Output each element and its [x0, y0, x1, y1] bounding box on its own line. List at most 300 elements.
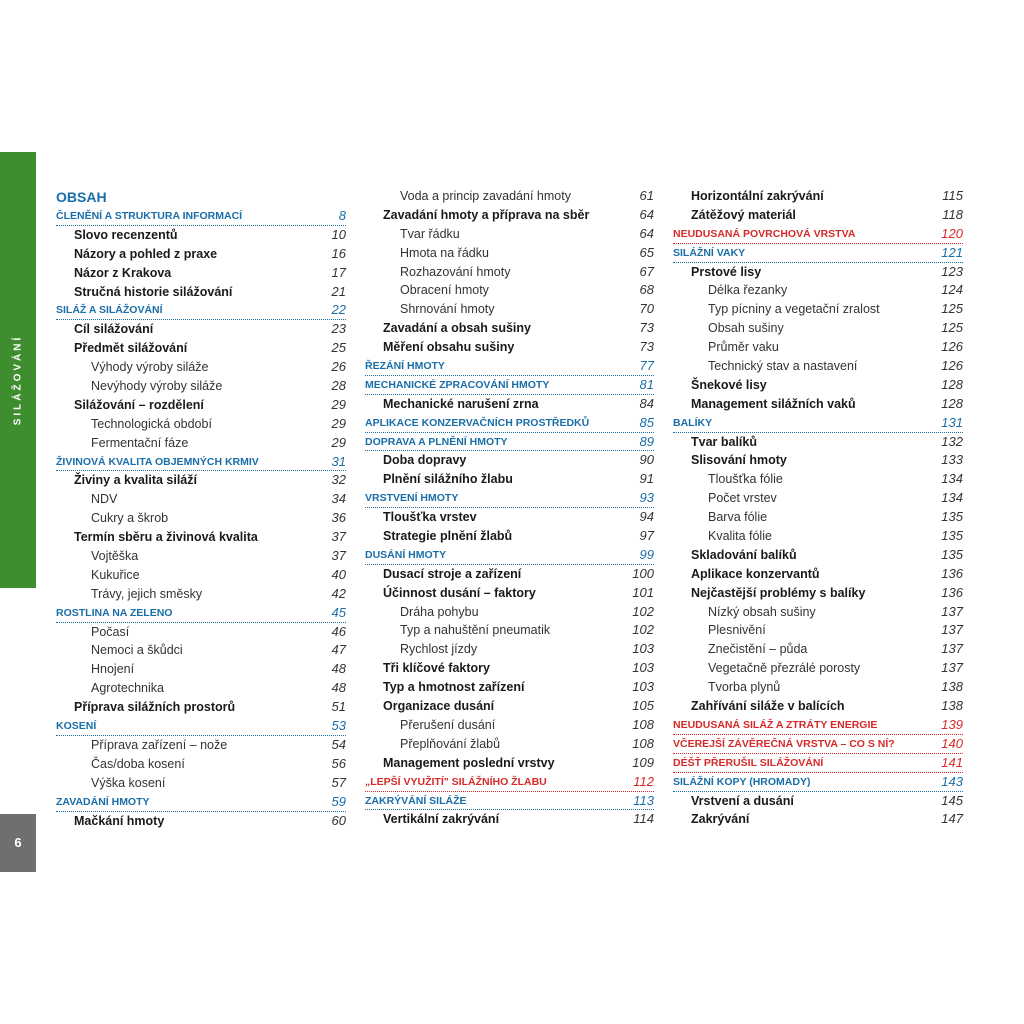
toc-entry	[56, 604, 346, 623]
toc-entry-label: Mechanické narušení zrna	[383, 396, 539, 411]
toc-entry	[673, 508, 963, 527]
toc-entry-page: 138	[941, 679, 963, 695]
toc-entry	[365, 735, 654, 754]
toc-entry-label: Výhody výroby siláže	[91, 360, 209, 375]
toc-entry-page: 102	[632, 622, 654, 638]
toc-entry-page: 94	[639, 509, 654, 525]
toc-entry	[56, 679, 346, 698]
toc-entry	[673, 716, 963, 735]
toc-entry-label: Kvalita fólie	[708, 529, 772, 544]
toc-entry-page: 101	[632, 584, 654, 600]
toc-entry-label: Management silážních vaků	[691, 396, 856, 411]
toc-entry-label: Shrnování hmoty	[400, 302, 495, 317]
toc-entry-page: 120	[941, 225, 963, 241]
toc-entry-label: SILÁŽ A SILÁŽOVÁNÍ	[56, 304, 163, 317]
toc-entry	[673, 678, 963, 697]
toc-entry-page: 28	[331, 378, 346, 394]
toc-entry-label: Trávy, jejich směsky	[91, 586, 203, 601]
toc-entry-label: Počet vrstev	[708, 491, 777, 506]
toc-entry-page: 100	[632, 565, 654, 581]
toc-entry-page: 135	[941, 546, 963, 562]
toc-entry	[365, 338, 654, 357]
toc-entry-page: 137	[941, 660, 963, 676]
toc-entry-page: 135	[941, 528, 963, 544]
toc-entry	[673, 357, 963, 376]
toc-entry	[365, 489, 654, 508]
toc-entry	[673, 792, 963, 811]
toc-entry-label: Příprava silážních prostorů	[74, 700, 236, 715]
toc-entry-label: Vojtěška	[91, 549, 139, 564]
toc-entry-label: Tvar řádku	[400, 226, 460, 241]
toc-entry-label: Průměr vaku	[708, 340, 779, 355]
toc-entry-label: Délka řezanky	[708, 283, 788, 298]
toc-entry	[56, 528, 346, 547]
toc-entry-label: Názor z Krakova	[74, 265, 172, 280]
toc-entry-page: 134	[941, 471, 963, 487]
toc-entry-label: Prstové lisy	[691, 264, 762, 279]
chapter-side-tab	[0, 152, 36, 588]
toc-entry-label: Nemoci a škůdci	[91, 643, 183, 658]
toc-entry	[673, 527, 963, 546]
toc-entry-label: Šnekové lisy	[691, 377, 767, 392]
toc-entry-page: 36	[331, 510, 346, 526]
toc-entry-page: 23	[331, 321, 346, 337]
toc-entry-page: 65	[639, 244, 654, 260]
toc-entry-label: SILÁŽNÍ VAKY	[673, 246, 746, 259]
toc-entry-label: Cíl silážování	[74, 322, 154, 337]
toc-entry-page: 68	[639, 282, 654, 298]
toc-entry-label: Technologická období	[91, 416, 212, 431]
toc-entry-label: Tvar balíků	[691, 434, 757, 449]
toc-entry	[56, 377, 346, 396]
toc-entry	[673, 319, 963, 338]
toc-entry-label: Termín sběru a živinová kvalita	[74, 530, 258, 545]
toc-entry	[365, 187, 654, 206]
toc-entry	[56, 434, 346, 453]
toc-entry-label: Technický stav a nastavení	[708, 359, 858, 374]
toc-entry	[365, 546, 654, 565]
toc-entry-label: SILÁŽNÍ KOPY (HROMADY)	[673, 775, 811, 788]
toc-entry-page: 40	[331, 566, 346, 582]
toc-entry-label: DUSÁNÍ HMOTY	[365, 548, 447, 561]
toc-entry-page: 90	[639, 452, 654, 468]
toc-entry-page: 31	[331, 453, 346, 469]
toc-entry-label: Plesnivění	[708, 623, 766, 638]
toc-entry-label: Typ pícniny a vegetační zralost	[708, 302, 880, 317]
toc-entry	[56, 207, 346, 226]
toc-entry	[673, 187, 963, 206]
toc-entry-label: MECHANICKÉ ZPRACOVÁNÍ HMOTY	[365, 378, 550, 391]
toc-entry	[673, 773, 963, 792]
toc-entry-label: Dráha pohybu	[400, 604, 479, 619]
toc-entry	[365, 376, 654, 395]
toc-entry-label: Zahřívání siláže v balících	[691, 699, 845, 714]
toc-entry	[56, 264, 346, 283]
toc-entry-page: 103	[632, 641, 654, 657]
toc-entry-page: 29	[331, 434, 346, 450]
toc-entry	[56, 396, 346, 415]
toc-entry-page: 8	[338, 208, 346, 223]
toc-entry-label: Slovo recenzentů	[74, 227, 178, 242]
toc-entry	[673, 395, 963, 414]
toc-entry-page: 77	[639, 358, 654, 374]
toc-entry-label: Strategie plnění žlabů	[383, 529, 513, 544]
toc-entry-page: 109	[632, 754, 654, 770]
toc-entry	[365, 584, 654, 603]
toc-entry-label: APLIKACE KONZERVAČNÍCH PROSTŘEDKŮ	[365, 416, 590, 429]
toc-entry	[365, 659, 654, 678]
toc-entry-page: 29	[331, 415, 346, 431]
toc-entry-page: 118	[942, 206, 963, 222]
toc-entry	[673, 470, 963, 489]
toc-entry-page: 108	[632, 735, 654, 751]
toc-entry-label: Vertikální zakrývání	[383, 812, 500, 827]
toc-entry	[673, 697, 963, 716]
toc-entry-label: Stručná historie silážování	[74, 284, 233, 299]
toc-entry-page: 37	[331, 529, 346, 545]
toc-entry-page: 64	[639, 206, 654, 222]
toc-entry-label: BALÍKY	[673, 416, 713, 429]
toc-entry-label: Plnění silážního žlabu	[383, 472, 513, 487]
toc-entry-page: 137	[941, 603, 963, 619]
toc-entry	[56, 812, 346, 831]
toc-entry-label: Měření obsahu sušiny	[383, 340, 515, 355]
toc-entry-label: DOPRAVA A PLNĚNÍ HMOTY	[365, 435, 508, 448]
toc-entry-page: 48	[331, 680, 346, 696]
toc-entry	[365, 508, 654, 527]
toc-entry-label: Výška kosení	[91, 775, 166, 790]
toc-entry-page: 22	[331, 302, 346, 318]
toc-entry	[673, 546, 963, 565]
toc-entry-page: 126	[941, 358, 963, 374]
toc-entry-page: 91	[639, 471, 654, 487]
toc-entry-page: 103	[632, 660, 654, 676]
toc-entry-label: Tři klíčové faktory	[383, 661, 490, 676]
toc-entry-page: 137	[941, 641, 963, 657]
toc-entry	[56, 698, 346, 717]
toc-entry-page: 97	[639, 528, 654, 544]
toc-entry-page: 115	[942, 188, 963, 203]
toc-entry	[673, 735, 963, 754]
toc-entry	[56, 585, 346, 604]
toc-entry	[365, 281, 654, 300]
toc-entry-page: 54	[331, 736, 346, 752]
toc-entry	[56, 755, 346, 774]
toc-entry	[56, 793, 346, 812]
toc-entry-page: 81	[639, 376, 654, 392]
toc-entry	[673, 263, 963, 282]
toc-entry-page: 32	[331, 472, 346, 488]
toc-entry	[56, 736, 346, 755]
toc-entry	[56, 660, 346, 679]
toc-entry	[673, 376, 963, 395]
toc-entry-label: Typ a hmotnost zařízení	[383, 680, 525, 695]
toc-entry	[365, 621, 654, 640]
toc-entry	[673, 244, 963, 263]
toc-entry-page: 53	[331, 718, 346, 734]
toc-entry	[673, 489, 963, 508]
toc-entry-page: 124	[941, 282, 963, 298]
toc-entry	[673, 584, 963, 603]
toc-entry-label: Kukuřice	[91, 567, 140, 582]
toc-entry-label: Počasí	[91, 624, 130, 639]
toc-entry-page: 16	[331, 245, 346, 261]
toc-entry	[56, 566, 346, 585]
toc-entry	[673, 603, 963, 622]
toc-entry	[673, 206, 963, 225]
toc-entry-label: ROSTLINA NA ZELENO	[56, 606, 173, 619]
toc-entry-page: 128	[941, 376, 963, 392]
toc-entry-page: 46	[331, 623, 346, 639]
toc-entry-page: 137	[941, 622, 963, 638]
toc-entry	[365, 244, 654, 263]
toc-entry	[673, 810, 963, 829]
toc-entry-page: 59	[331, 793, 346, 809]
toc-entry-label: Zátěžový materiál	[691, 207, 796, 222]
toc-entry	[56, 415, 346, 434]
chapter-side-label: SILÁŽOVÁNÍ	[12, 334, 24, 426]
toc-entry-page: 134	[941, 490, 963, 506]
toc-entry	[56, 490, 346, 509]
toc-entry-page: 99	[639, 546, 654, 562]
toc-entry	[673, 300, 963, 319]
toc-entry-label: Obsah sušiny	[708, 321, 784, 336]
toc-title: OBSAH	[56, 189, 107, 205]
toc-entry	[365, 357, 654, 376]
toc-entry-page: 67	[639, 263, 654, 279]
toc-entry-label: Čas/doba kosení	[91, 756, 185, 771]
toc-entry-label: Živiny a kvalita siláží	[74, 473, 197, 488]
toc-entry	[56, 226, 346, 245]
toc-entry-page: 45	[331, 604, 346, 620]
toc-entry-page: 113	[633, 792, 654, 808]
toc-entry-page: 125	[941, 301, 963, 317]
toc-entry-label: Typ a nahuštění pneumatik	[400, 623, 551, 638]
toc-entry-label: ŘEZÁNÍ HMOTY	[365, 360, 445, 373]
toc-entry-label: ČLENĚNÍ A STRUKTURA INFORMACÍ	[56, 210, 243, 222]
toc-entry	[365, 225, 654, 244]
toc-entry-label: Silážování – rozdělení	[74, 397, 204, 412]
toc-entry	[365, 565, 654, 584]
toc-entry	[365, 433, 654, 452]
toc-entry-label: VČEREJŠÍ ZÁVĚREČNÁ VRSTVA – CO S NÍ?	[673, 737, 895, 750]
toc-entry-page: 42	[331, 585, 346, 601]
toc-entry-label: Barva fólie	[708, 510, 768, 525]
toc-entry	[365, 395, 654, 414]
toc-entry	[365, 697, 654, 716]
toc-entry-page: 64	[639, 225, 654, 241]
toc-entry-label: ZAKRÝVÁNÍ SILÁŽE	[365, 794, 467, 807]
toc-entry-label: Tvorba plynů	[708, 680, 781, 695]
toc-entry-label: NEUDUSANÁ POVRCHOVÁ VRSTVA	[673, 227, 856, 240]
toc-entry	[365, 603, 654, 622]
toc-entry-label: Znečistění – půda	[708, 642, 808, 657]
toc-entry-page: 139	[941, 716, 963, 732]
toc-entry-page: 114	[633, 811, 654, 827]
page-number: 6	[14, 835, 22, 850]
toc-entry-page: 126	[941, 339, 963, 355]
toc-entry-page: 89	[639, 433, 654, 449]
toc-entry-page: 141	[941, 754, 963, 770]
toc-entry-page: 143	[941, 773, 963, 789]
toc-entry	[56, 320, 346, 339]
toc-entry-label: Předmět silážování	[74, 341, 188, 356]
toc-entry-page: 61	[639, 188, 654, 203]
toc-entry	[673, 414, 963, 433]
toc-entry-page: 108	[632, 716, 654, 732]
toc-entry	[673, 565, 963, 584]
toc-entry	[673, 621, 963, 640]
toc-entry-label: Obracení hmoty	[400, 283, 489, 298]
toc-entry-page: 26	[331, 359, 346, 375]
toc-entry-page: 73	[639, 320, 654, 336]
toc-entry-label: Vrstvení a dusání	[691, 793, 794, 808]
toc-entry	[365, 451, 654, 470]
toc-entry-label: Slisování hmoty	[691, 453, 787, 468]
toc-entry-page: 105	[632, 698, 654, 714]
toc-entry	[56, 623, 346, 642]
toc-entry	[673, 754, 963, 773]
toc-entry-label: Zavadání hmoty a příprava na sběr	[383, 207, 590, 222]
toc-entry-page: 145	[941, 792, 963, 808]
toc-entry-label: NEUDUSANÁ SILÁŽ A ZTRÁTY ENERGIE	[673, 718, 878, 731]
toc-entry	[365, 470, 654, 489]
toc-entry-label: Tloušťka vrstev	[383, 510, 477, 525]
toc-entry	[365, 300, 654, 319]
toc-column-3	[673, 187, 963, 829]
toc-entry	[56, 509, 346, 528]
toc-entry	[365, 263, 654, 282]
toc-entry	[365, 206, 654, 225]
toc-entry-page: 140	[941, 735, 963, 751]
toc-entry-label: DÉŠŤ PŘERUŠIL SILÁŽOVÁNÍ	[673, 756, 824, 769]
toc-entry-page: 123	[941, 263, 963, 279]
toc-entry-page: 84	[639, 395, 654, 411]
toc-entry-page: 17	[331, 264, 346, 280]
toc-entry-label: Názory a pohled z praxe	[74, 246, 218, 261]
toc-entry-page: 103	[632, 679, 654, 695]
toc-entry-label: Skladování balíků	[691, 547, 797, 562]
toc-entry	[673, 225, 963, 244]
toc-entry-label: Hnojení	[91, 662, 135, 677]
toc-entry-page: 136	[941, 565, 963, 581]
toc-entry	[56, 471, 346, 490]
toc-entry-label: Agrotechnika	[91, 681, 164, 696]
toc-entry	[673, 338, 963, 357]
toc-entry	[56, 358, 346, 377]
toc-entry-label: Nízký obsah sušiny	[708, 604, 816, 619]
toc-entry-label: Přerušení dusání	[400, 717, 496, 732]
toc-entry-label: Příprava zařízení – nože	[91, 737, 228, 752]
toc-entry-label: Hmota na řádku	[400, 245, 489, 260]
toc-entry-page: 60	[331, 812, 346, 828]
toc-entry	[56, 339, 346, 358]
toc-entry-label: Voda a princip zavadání hmoty	[400, 189, 571, 203]
toc-entry-page: 25	[331, 340, 346, 356]
toc-entry-page: 29	[331, 396, 346, 412]
toc-entry	[56, 774, 346, 793]
toc-entry	[365, 678, 654, 697]
toc-entry-label: Nevýhody výroby siláže	[91, 379, 223, 394]
toc-entry-page: 132	[941, 433, 963, 449]
toc-entry	[56, 547, 346, 566]
toc-entry	[365, 527, 654, 546]
toc-entry	[56, 717, 346, 736]
toc-entry-label: Organizace dusání	[383, 699, 495, 714]
toc-entry-label: Účinnost dusání – faktory	[383, 585, 536, 600]
toc-entry-label: Cukry a škrob	[91, 511, 169, 526]
toc-entry-page: 131	[941, 414, 963, 430]
toc-entry	[56, 641, 346, 660]
toc-entry-label: Fermentační fáze	[91, 435, 189, 450]
toc-entry-page: 125	[941, 320, 963, 336]
toc-entry-page: 47	[331, 642, 346, 658]
toc-entry	[365, 754, 654, 773]
toc-entry	[365, 716, 654, 735]
toc-entry-page: 10	[331, 226, 346, 242]
toc-entry	[365, 810, 654, 829]
toc-entry	[56, 301, 346, 320]
toc-entry	[673, 659, 963, 678]
toc-entry-page: 37	[331, 548, 346, 564]
toc-entry-label: Rozhazování hmoty	[400, 264, 511, 279]
toc-entry	[56, 283, 346, 302]
toc-entry-label: ZAVADÁNÍ HMOTY	[56, 795, 150, 808]
toc-entry-page: 138	[941, 698, 963, 714]
toc-entry-page: 70	[639, 301, 654, 317]
toc-entry-page: 85	[639, 414, 654, 430]
toc-entry-page: 112	[633, 773, 654, 789]
toc-entry-label: Přeplňování žlabů	[400, 736, 501, 751]
toc-entry	[365, 414, 654, 433]
toc-entry-label: KOSENÍ	[56, 720, 97, 733]
toc-entry-label: Management poslední vrstvy	[383, 755, 555, 770]
toc-entry	[56, 245, 346, 264]
toc-entry-label: „LEPŠÍ VYUŽITÍ" SILÁŽNÍHO ŽLABU	[365, 775, 547, 788]
toc-entry-page: 102	[632, 603, 654, 619]
toc-entry-page: 34	[331, 491, 346, 507]
toc-entry	[673, 281, 963, 300]
toc-entry-page: 128	[941, 395, 963, 411]
toc-column-1	[56, 187, 346, 830]
toc-entry-page: 133	[941, 452, 963, 468]
toc-entry	[365, 640, 654, 659]
toc-entry	[673, 451, 963, 470]
toc-entry-label: Zakrývání	[691, 812, 750, 827]
toc-entry-label: Zavadání a obsah sušiny	[383, 321, 531, 336]
toc-entry-label: VRSTVENÍ HMOTY	[365, 492, 459, 505]
toc-entry-page: 135	[941, 509, 963, 525]
toc-entry-page: 147	[941, 811, 963, 827]
toc-entry-page: 136	[941, 584, 963, 600]
toc-entry-page: 51	[331, 699, 346, 715]
toc-entry	[673, 640, 963, 659]
toc-entry-page: 93	[639, 490, 654, 506]
toc-entry-page: 56	[331, 755, 346, 771]
toc-entry-label: ŽIVINOVÁ KVALITA OBJEMNÝCH KRMIV	[56, 455, 259, 468]
toc-entry-label: Aplikace konzervantů	[691, 566, 820, 581]
toc-entry-page: 21	[331, 283, 346, 299]
toc-entry-page: 48	[331, 661, 346, 677]
toc-entry-label: Tloušťka fólie	[708, 472, 783, 487]
toc-entry-label: Doba dopravy	[383, 453, 467, 468]
toc-entry-page: 121	[941, 244, 963, 260]
toc-entry-label: Vegetačně přezrálé porosty	[708, 661, 861, 676]
toc-entry-label: Rychlost jízdy	[400, 642, 478, 657]
toc-entry	[365, 319, 654, 338]
toc-entry-label: Mačkání hmoty	[74, 813, 165, 828]
toc-entry	[365, 773, 654, 792]
